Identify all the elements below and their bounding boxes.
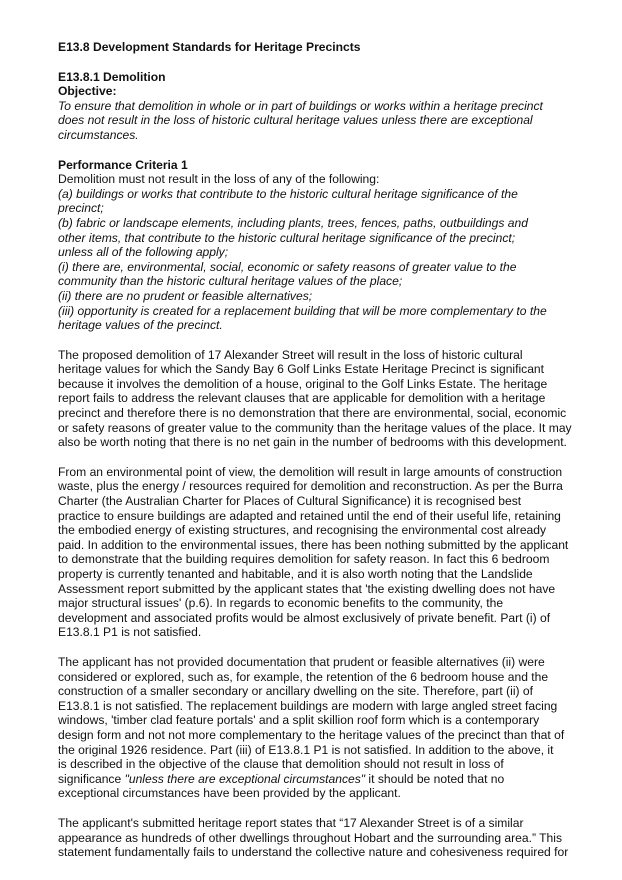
paragraph-alternatives (58, 655, 570, 801)
paragraph-line: appearance as hundreds of other dwellings throughout Hobart and the surrounding area.” This (58, 830, 563, 845)
paragraph-demolition-impact (58, 348, 570, 450)
paragraph-line: the original 1926 residence. Part (iii) of E13.8.1 P1 is not satisfied. In addition to the above, it (58, 742, 554, 757)
paragraph-line: the embodied energy of existing structures, and recognising the environmental cost already (58, 523, 547, 538)
objective-label: Objective: (58, 84, 117, 99)
paragraph-line: The applicant has not provided documentation that prudent or feasible alternatives (ii) were (58, 654, 545, 669)
criteria-title: Performance Criteria 1 (58, 157, 188, 172)
paragraph-line: windows, 'timber clad feature portals' and a split skillion roof form which is a contemporary (58, 713, 540, 728)
criteria-line: (i) there are, environmental, social, economic or safety reasons of greater value to the (58, 259, 517, 274)
paragraph-line: Charter (the Australian Charter for Places of Cultural Significance) it is recognised best (58, 494, 522, 509)
document-page (58, 40, 570, 860)
section-title: E13.8.1 Demolition (58, 69, 166, 84)
paragraph-line: design form and not not more complementary to the heritage values of the precinct than that of (58, 727, 565, 742)
criteria-line: (iii) opportunity is created for a replacement building that will be more complementary to the (58, 303, 547, 318)
objective-line: does not result in the loss of historic cultural heritage values unless there are exceptional (58, 113, 533, 128)
paragraph-line: or safety reasons of greater value to the community than the heritage values of the place. It may (58, 420, 572, 435)
paragraph-line: exceptional circumstances have been provided by the applicant. (58, 786, 401, 801)
criteria-line: precinct; (58, 201, 104, 216)
criteria-list (58, 187, 570, 333)
paragraph-line: statement fundamentally fails to understand the collective nature and cohesiveness required for (58, 845, 569, 860)
paragraph-line: The proposed demolition of 17 Alexander Street will result in the loss of historic cultural (58, 347, 523, 362)
paragraph-line: From an environmental point of view, the demolition will result in large amounts of construction (58, 464, 563, 479)
paragraph-line: precinct and therefore there is no demonstration that there are environmental, social, economic (58, 406, 567, 421)
paragraph-line: construction of a smaller secondary or ancillary dwelling on the site. Therefore, part (ii) of (58, 684, 534, 699)
paragraph-line: development and associated profits would be almost exclusively of private benefit. Part (i) of (58, 610, 551, 625)
paragraph-line: because it involves the demolition of a house, original to the Golf Links Estate. The heritage (58, 376, 548, 391)
criteria-intro: Demolition must not result in the loss of any of the following: (58, 172, 380, 187)
objective-text (58, 99, 570, 143)
criteria-line: other items, that contribute to the historic cultural heritage significance of the precinct; (58, 230, 516, 245)
paragraph-line: is described in the objective of the clause that demolition should not result in loss of (58, 757, 504, 772)
paragraph-line: E13.8.1 P1 is not satisfied. (58, 625, 202, 640)
paragraph-heritage-report (58, 816, 570, 860)
criteria-line: (ii) there are no prudent or feasible alternatives; (58, 288, 313, 303)
paragraph-line: considered or explored, such as, for example, the retention of the 6 bedroom house and the (58, 669, 549, 684)
paragraph-line: waste, plus the energy / resources required for demolition and reconstruction. As per the Burra (58, 479, 563, 494)
criteria-line: (b) fabric or landscape elements, including plants, trees, fences, paths, outbuildings and (58, 215, 528, 230)
italic-quote: "unless there are exceptional circumstances" (124, 771, 366, 786)
paragraph-line: also be worth noting that there is no net gain in the number of bedrooms with this development. (58, 435, 567, 450)
document-heading: E13.8 Development Standards for Heritage Precincts (58, 40, 361, 54)
paragraph-line: The applicant's submitted heritage report states that “17 Alexander Street is of a similar (58, 815, 524, 830)
objective-line: To ensure that demolition in whole or in part of buildings or works within a heritage precinct (58, 98, 543, 113)
paragraph-environmental (58, 465, 570, 640)
paragraph-line-with-quote (58, 772, 570, 787)
paragraph-line: report fails to address the relevant clauses that are applicable for demolition with a heritage (58, 391, 546, 406)
objective-line: circumstances. (58, 127, 139, 142)
paragraph-line: major structural issues' (p.6). In regards to economic benefits to the community, the (58, 596, 504, 611)
criteria-line: heritage values of the precinct. (58, 318, 223, 333)
quote-trail-text: it should be noted that no (365, 771, 505, 786)
paragraph-line: paid. In addition to the environmental issues, there has been nothing submitted by the applicant (58, 537, 569, 552)
criteria-line: community than the historic cultural heritage values of the place; (58, 274, 403, 289)
paragraph-line: Assessment report submitted by the applicant states that 'the existing dwelling does not have (58, 581, 556, 596)
criteria-line: unless all of the following apply; (58, 245, 229, 260)
paragraph-line: property is currently tenanted and habitable, and it is also worth noting that the Landslide (58, 567, 533, 581)
criteria-line: (a) buildings or works that contribute to the historic cultural heritage significance of the (58, 186, 518, 201)
paragraph-line: practice to ensure buildings are adapted and retained until the end of their useful life, retaining (58, 508, 561, 523)
paragraph-line: E13.8.1 is not satisfied. The replacement buildings are modern with large angled street facing (58, 698, 558, 713)
quote-lead-text: significance (58, 771, 125, 786)
paragraph-line: heritage values for which the Sandy Bay 6 Golf Links Estate Heritage Precinct is significant (58, 362, 545, 377)
paragraph-line: to demonstrate that the building requires demolition for safety reason. In fact this 6 bedroom (58, 552, 550, 567)
